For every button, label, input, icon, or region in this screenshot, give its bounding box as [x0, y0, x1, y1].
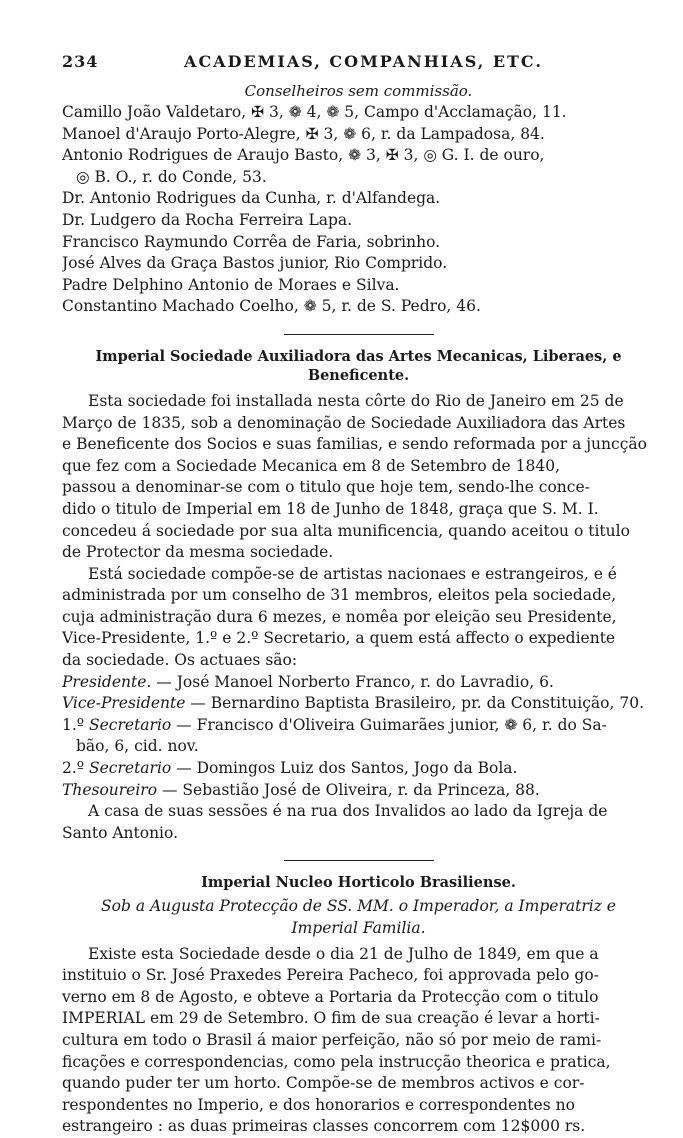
officer-prefix: 1.º [62, 715, 90, 734]
list-item: Dr. Ludgero da Rocha Ferreira Lapa. [62, 210, 353, 229]
text-line: verno em 8 de Agosto, e obteve a Portaria da Protecção com o titulo [62, 987, 599, 1006]
officer-row [62, 736, 655, 758]
text-line: instituio o Sr. José Praxedes Pereira Pacheco, foi approvada pelo go- [62, 966, 599, 985]
section-divider [284, 860, 434, 861]
conselheiros-list [62, 102, 655, 318]
section-title-line: Imperial Sociedade Auxiliadora das Artes Mecanicas, Liberaes, e [95, 347, 622, 365]
officer-role: Secretario [89, 715, 172, 734]
officer-text: — Bernardino Baptista Brasileiro, pr. da Constituição, 70. [185, 694, 644, 713]
officer-row [62, 672, 655, 694]
list-item: ◎ B. O., r. do Conde, 53. [76, 167, 267, 186]
list-item: Francisco Raymundo Corrêa de Faria, sobrinho. [62, 232, 441, 251]
text-line: e Beneficente dos Socios e suas familias, e sendo reformada por a juncção [62, 435, 647, 454]
officer-row [62, 715, 655, 737]
officer-text: — Sebastião José de Oliveira, r. da Princeza, 88. [157, 780, 540, 799]
text-line: respondentes no Imperio, e dos honorarios e correspondentes no [62, 1095, 575, 1114]
text-line: Vice-Presidente, 1.º e 2.º Secretario, a quem está affecto o expediente [62, 629, 616, 648]
section1-paragraph-1 [62, 391, 655, 564]
list-item: Constantino Machado Coelho, ❁ 5, r. de S. Pedro, 46. [62, 297, 481, 316]
text-line: quando puder ter um horto. Compõe-se de membros activos e cor- [62, 1074, 585, 1093]
running-title: ACADEMIAS, COMPANHIAS, ETC. [184, 52, 543, 71]
text-line: Esta sociedade foi installada nesta côrte do Rio de Janeiro em 25 de [88, 391, 624, 410]
conselheiros-heading: Conselheiros sem commissão. [244, 82, 473, 100]
text-line: Está sociedade compõe-se de artistas nacionaes e estrangeiros, e é [88, 564, 617, 583]
text-line: ficações e correspondencias, como pela instrucção theorica e pratica, [62, 1052, 611, 1071]
text-line: dido o titulo de Imperial em 18 de Junho de 1848, graça que S. M. I. [62, 499, 599, 518]
text-line: concedeu á sociedade por sua alta munificencia, quando aceitou o titulo [62, 521, 630, 540]
text-line: IMPERIAL em 29 de Setembro. O fim de sua creação é levar a horti- [62, 1009, 600, 1028]
officer-row [62, 693, 655, 715]
officer-row [62, 780, 655, 802]
section-divider [284, 334, 434, 335]
text-line: Março de 1835, sob a denominação de Sociedade Auxiliadora das Artes [62, 413, 626, 432]
officer-role: Vice-Presidente [62, 694, 186, 713]
officer-text: — Francisco d'Oliveira Guimarães junior, ❁ 6, r. do Sa- [171, 715, 607, 734]
list-item: Padre Delphino Antonio de Moraes e Silva. [62, 275, 400, 294]
text-line: cuja administração dura 6 mezes, e nomêa por eleição seu Presidente, [62, 607, 617, 626]
section1-paragraph-3 [62, 801, 655, 844]
text-line: administrada por um conselho de 31 membros, eleitos pela sociedade, [62, 586, 617, 605]
text-line: da sociedade. Os actuaes são: [62, 651, 298, 670]
text-line: passou a denominar-se com o titulo que hoje tem, sendo-lhe conce- [62, 478, 590, 497]
section-title-line: Beneficente. [307, 366, 410, 384]
officer-prefix: 2.º [62, 759, 90, 778]
list-item: Camillo João Valdetaro, ✠ 3, ❁ 4, ❁ 5, Campo d'Acclamação, 11. [62, 103, 567, 121]
officer-text: — Domingos Luiz dos Santos, Jogo da Bola. [171, 759, 518, 778]
protection-text: Imperial Familia. [291, 919, 426, 937]
text-line: cultura em todo o Brasil á maior perfeição, não só por meio de rami- [62, 1030, 602, 1049]
protection-text: Sob a Augusta Protecção de SS. MM. o Imperador, a Imperatriz e [101, 897, 616, 916]
list-item: Dr. Antonio Rodrigues da Cunha, r. d'Alfandega. [62, 189, 441, 208]
officers-list [62, 672, 655, 802]
text-line: estrangeiro : as duas primeiras classes concorrem com 12$000 rs. [62, 1117, 586, 1136]
text-line: Santo Antonio. [62, 823, 178, 842]
running-header [62, 52, 655, 76]
officer-role: Thesoureiro [62, 780, 158, 799]
officer-role: Secretario [89, 759, 172, 778]
text-line: A casa de suas sessões é na rua dos Invalidos ao lado da Igreja de [88, 802, 608, 821]
list-item: Manoel d'Araujo Porto-Alegre, ✠ 3, ❁ 6, r. da Lampadosa, 84. [62, 124, 545, 143]
section-title: Imperial Nucleo Horticolo Brasiliense. [201, 874, 516, 892]
text-line: de Protector da mesma sociedade. [62, 543, 334, 562]
list-item: Antonio Rodrigues de Araujo Basto, ❁ 3, ✠ 3, ◎ G. I. de ouro, [62, 146, 545, 165]
section1-paragraph-2 [62, 564, 655, 672]
section-title [62, 347, 655, 385]
list-item: José Alves da Graça Bastos junior, Rio Comprido. [62, 254, 448, 273]
officer-row [62, 758, 655, 780]
protection-line [62, 896, 655, 939]
officer-text: bão, 6, cid. nov. [76, 737, 199, 756]
section2-paragraph-1 [62, 944, 655, 1138]
officer-role: Presidente. [62, 672, 152, 691]
officer-text: — José Manoel Norberto Franco, r. do Lavradio, 6. [151, 672, 554, 691]
text-line: Existe esta Sociedade desde o dia 21 de Julho de 1849, em que a [88, 944, 599, 963]
page-number: 234 [62, 52, 99, 71]
text-line: que fez com a Sociedade Mecanica em 8 de Setembro de 1840, [62, 456, 560, 475]
